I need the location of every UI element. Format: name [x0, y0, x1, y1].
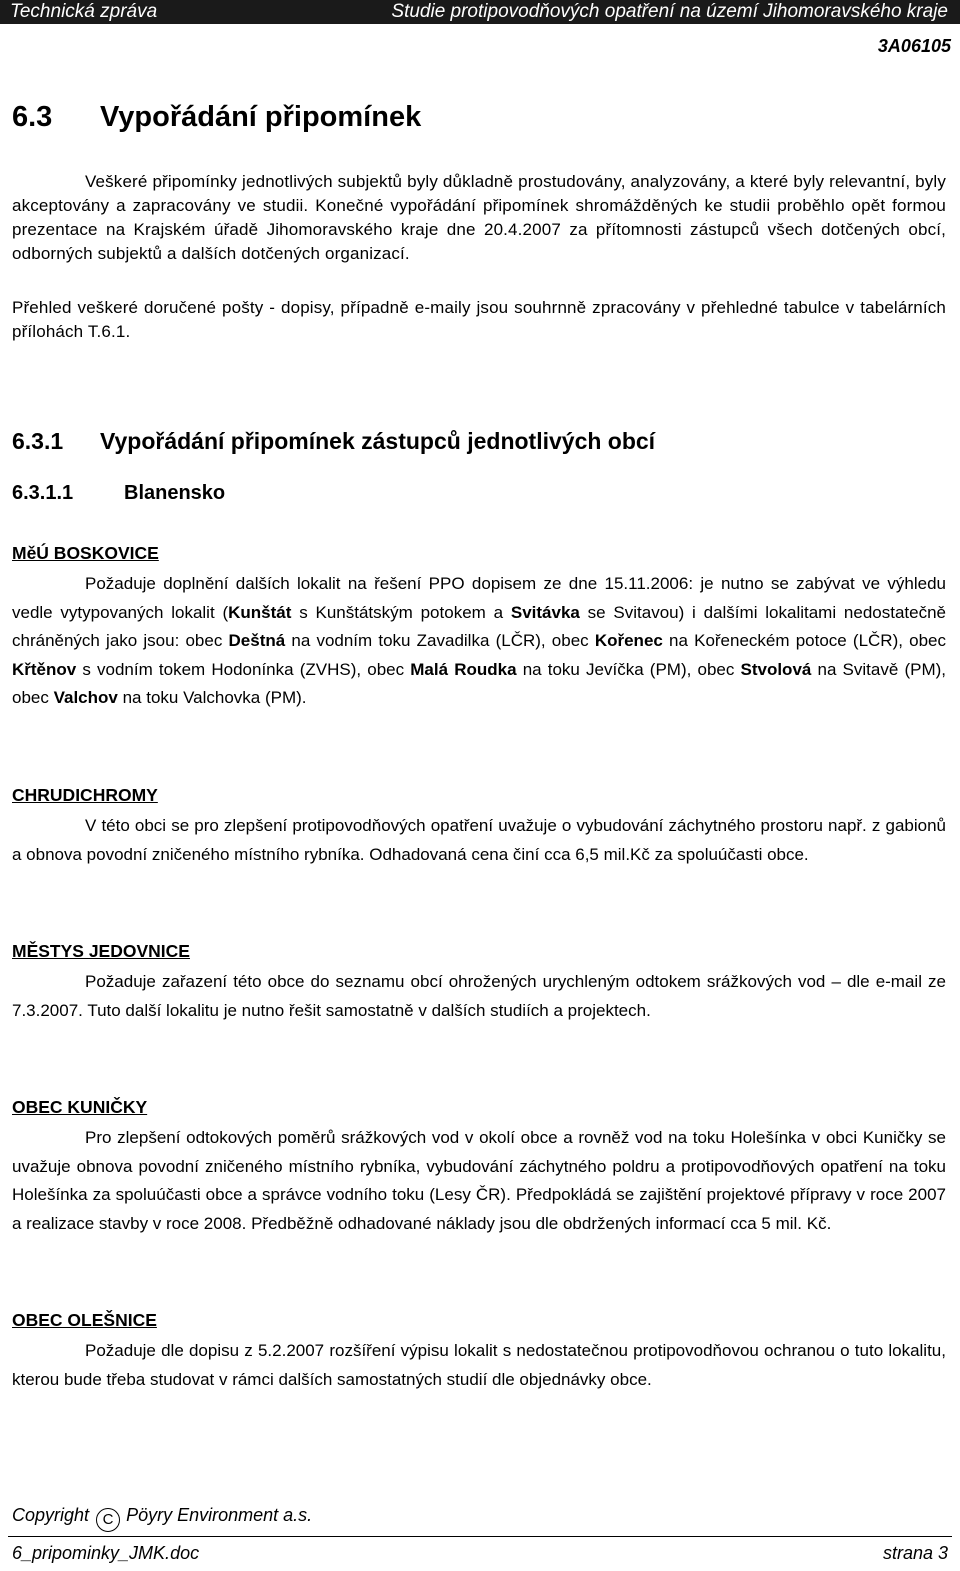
header-left-title: Technická zpráva [10, 1, 158, 22]
page-header-bar [0, 0, 960, 24]
entry-heading-chrudichromy: CHRUDICHROMY [12, 785, 158, 805]
section-title: Vypořádání připomínek [100, 101, 422, 133]
subsubsection-number: 6.3.1.1 [12, 482, 74, 504]
entry-text-jedovnice: Požaduje zařazení této obce do seznamu obcí ohrožených urychleným odtokem srážkových vod – dle e-mail ze 7.3.2007. Tuto další lokalitu je nutno řešit samostatně v dalších studiích a projektech. [12, 972, 946, 1020]
entry-text-chrudichromy: V této obci se pro zlepšení protipovodňových opatření uvažuje o vybudování záchytného prostoru např. z gabionů a obnova povodní zničeného místního rybníka. Odhadovaná cena činí cca 6,5 mil.Kč za spoluúčasti obce. [12, 816, 946, 864]
footer-copyright: Copyright C Pöyry Environment a.s. [12, 1505, 312, 1532]
entry-heading-boskovice: MěÚ BOSKOVICE [12, 543, 159, 563]
header-right-title: Studie protipovodňových opatření na území Jihomoravského kraje [391, 1, 948, 22]
entry-text-kunicky: Pro zlepšení odtokových poměrů srážkových vod v okolí obce a rovněž vod na toku Holešínka v obci Kuničky se uvažuje obnova povodní zničeného místního rybníka, vybudování záchytného poldru a protipovodňových opatření na toku Holešínka za spoluúčasti obce a správce vodního toku (Lesy ČR). Předpokládá se zajištění projektové přípravy v roce 2007 a realizace stavby v roce 2008. Předběžně odhadované náklady jsou dle obdržených informací cca 5 mil. Kč. [12, 1128, 946, 1233]
intro-paragraph-2: Přehled veškeré doručené pošty - dopisy, případně e-maily jsou souhrnně zpracovány v přehledné tabulce v tabelárních přílohách T.6.1. [12, 298, 946, 341]
entry-heading-jedovnice: MĚSTYS JEDOVNICE [12, 941, 190, 961]
subsubsection-title: Blanensko [124, 482, 226, 504]
footer-divider [8, 1536, 952, 1537]
section-heading [12, 101, 421, 134]
entry-heading-kunicky: OBEC KUNIČKY [12, 1097, 148, 1117]
intro-paragraph-1: Veškeré připomínky jednotlivých subjektů byly důkladně prostudovány, analyzovány, a které byly relevantní, byly akceptovány a zapracovány ve studii. Konečné vypořádání připomínek shromážděných ke studii proběhlo opět formou prezentace na Krajském úřadě Jihomoravského kraje dne 20.4.2007 za přítomnosti zástupců všech dotčených obcí, odborných subjektů a dalších dotčených organizací. [12, 172, 946, 263]
entry-text-boskovice: Požaduje doplnění dalších lokalit na řešení PPO dopisem ze dne 15.11.2006: je nutno se zabývat ve výhledu vedle vytypovaných lokalit (Kunštát s Kunštátským potokem a Svitávka se Svitavou) i dalšími lokalitami nedostatečně chráněných jako jsou: obec Deštná na vodním toku Zavadilka (LČR), obec Kořenec na Kořeneckém potoce (LČR), obec Křtěnov s vodním tokem Hodonínka (ZVHS), obec Malá Roudka na toku Jevíčka (PM), obec Stvolová na Svitavě (PM), obec Valchov na toku Valchovka (PM). [12, 574, 946, 708]
document-number: 3A06105 [877, 36, 951, 56]
subsection-heading [12, 428, 655, 455]
subsection-title: Vypořádání připomínek zástupců jednotlivých obcí [100, 428, 656, 454]
section-number: 6.3 [12, 101, 53, 133]
footer-filename: 6_pripominky_JMK.doc [12, 1543, 200, 1563]
footer-page-number: strana 3 [882, 1543, 948, 1563]
entry-heading-olesnice: OBEC OLEŠNICE [12, 1310, 157, 1330]
copyright-icon: C [96, 1508, 120, 1532]
subsection-number: 6.3.1 [12, 428, 64, 454]
entry-text-olesnice: Požaduje dle dopisu z 5.2.2007 rozšíření výpisu lokalit s nedostatečnou protipovodňovou ochranou o tuto lokalitu, kterou bude třeba studovat v rámci dalších samostatných studií dle objednávky obce. [12, 1341, 946, 1389]
subsubsection-heading [12, 482, 225, 505]
